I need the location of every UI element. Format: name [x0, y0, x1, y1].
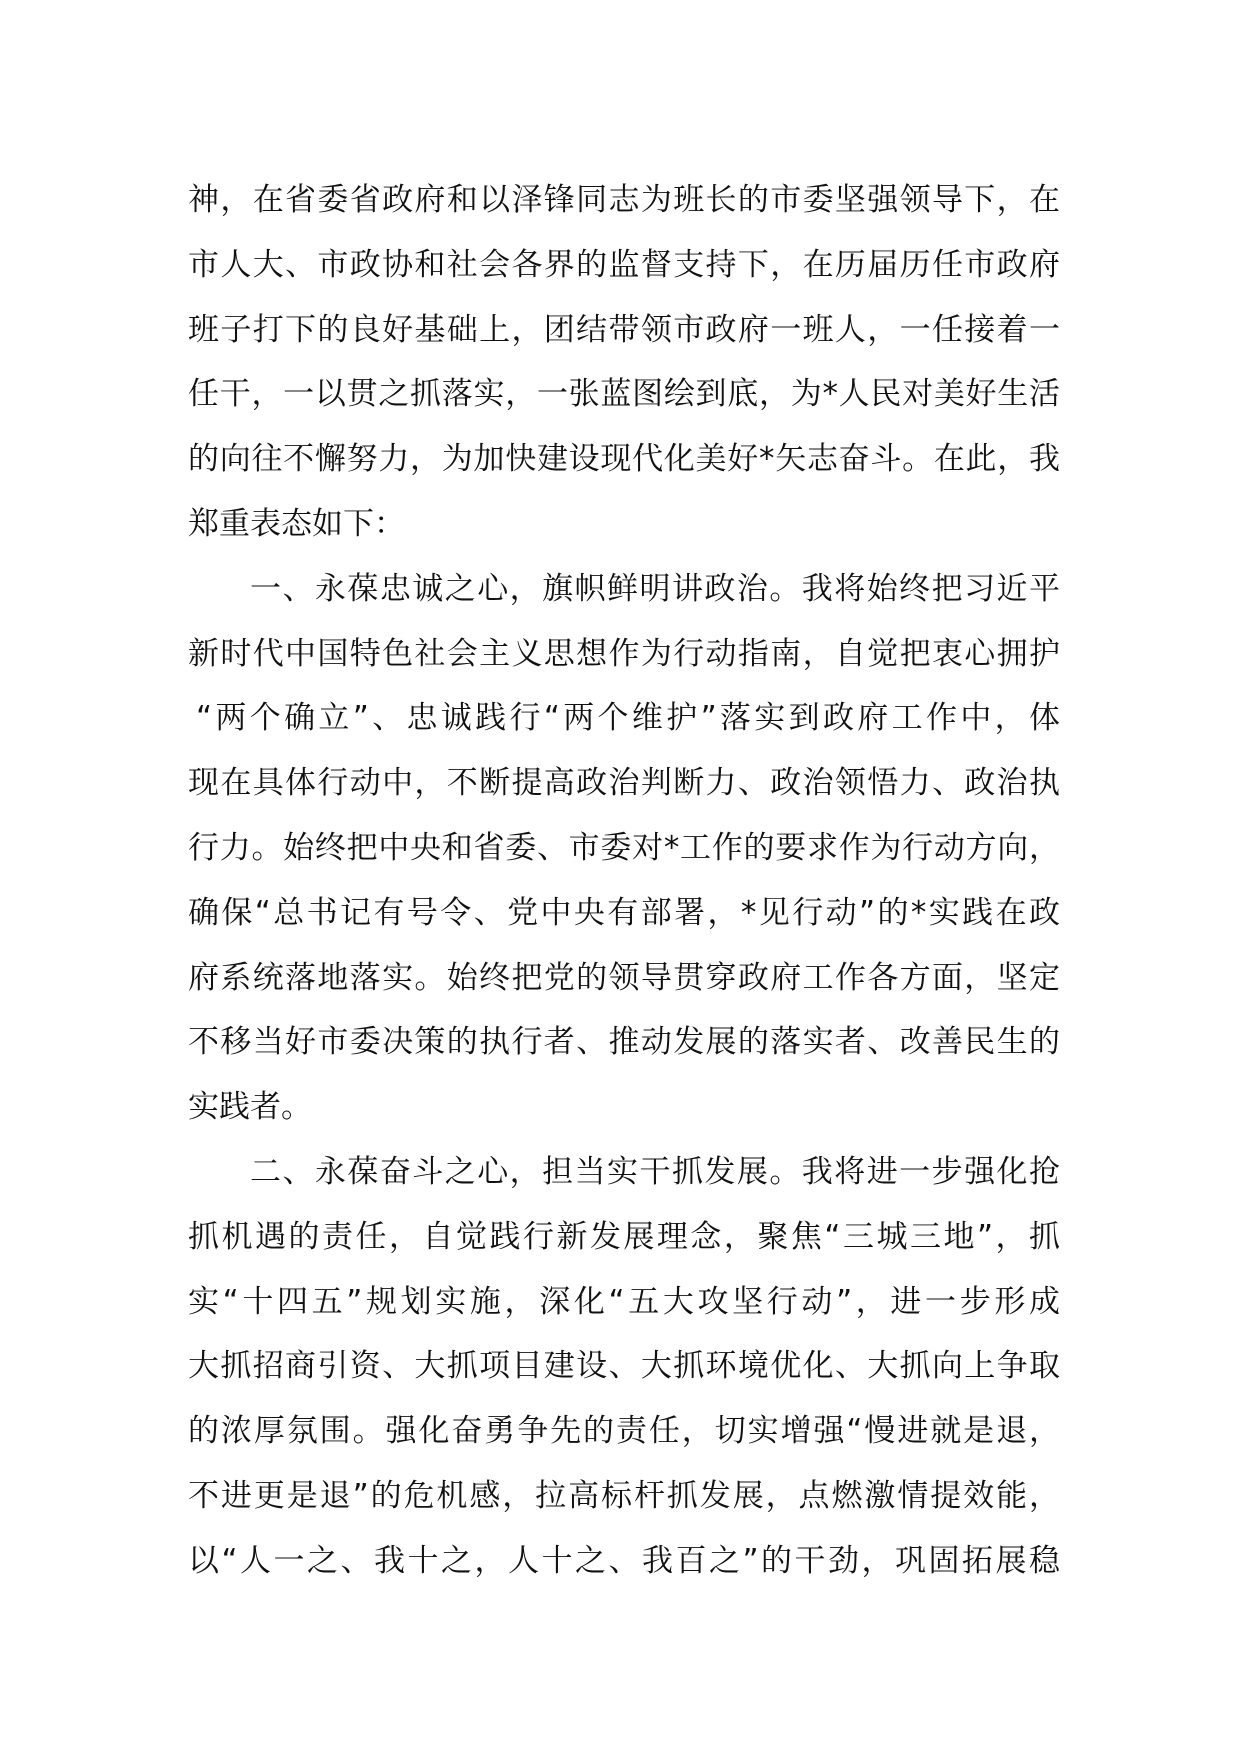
text-line: 抓机遇的责任，自觉践行新发展理念，聚焦“三城三地”，抓: [188, 1218, 1060, 1255]
text-line: 新时代中国特色社会主义思想作为行动指南，自觉把衷心拥护: [188, 635, 1060, 672]
text-line: 府系统落地落实。始终把党的领导贯穿政府工作各方面，坚定: [188, 959, 1060, 996]
text-line: “两个确立”、忠诚践行“两个维护”落实到政府工作中，体: [196, 700, 1060, 737]
text-line: 郑重表态如下：: [188, 505, 405, 542]
text-line: 任干，一以贯之抓落实，一张蓝图绘到底，为*人民对美好生活: [188, 376, 1060, 413]
text-line: 的向往不懈努力，为加快建设现代化美好*矢志奋斗。在此，我: [188, 441, 1060, 478]
text-line: 大抓招商引资、大抓项目建设、大抓环境优化、大抓向上争取: [188, 1348, 1060, 1385]
document-body: [188, 168, 1060, 1594]
text-line: 实践者。: [188, 1089, 312, 1126]
text-line: 不移当好市委决策的执行者、推动发展的落实者、改善民生的: [188, 1024, 1060, 1061]
text-line: 实“十四五”规划实施，深化“五大攻坚行动”，进一步形成: [188, 1283, 1060, 1320]
paragraph-heading-line: 二、永葆奋斗之心，担当实干抓发展。我将进一步强化抢: [250, 1153, 1060, 1190]
text-line: 的浓厚氛围。强化奋勇争先的责任，切实增强“慢进就是退，: [188, 1413, 1060, 1450]
text-line: 行力。始终把中央和省委、市委对*工作的要求作为行动方向，: [188, 829, 1060, 866]
text-line: 神，在省委省政府和以泽锋同志为班长的市委坚强领导下，在: [188, 182, 1060, 218]
text-line: 确保“总书记有号令、党中央有部署，*见行动”的*实践在政: [188, 894, 1060, 931]
text-line: 现在具体行动中，不断提高政治判断力、政治领悟力、政治执: [188, 765, 1060, 802]
text-line: 不进更是退”的危机感，拉高标杆抓发展，点燃激情提效能，: [188, 1477, 1060, 1514]
paragraph-heading-line: 一、永葆忠诚之心，旗帜鲜明讲政治。我将始终把习近平: [250, 570, 1060, 607]
text-line: 市人大、市政协和社会各界的监督支持下，在历届历任市政府: [188, 246, 1060, 283]
text-line: 以“人一之、我十之，人十之、我百之”的干劲，巩固拓展稳: [188, 1542, 1060, 1579]
text-line: 班子打下的良好基础上，团结带领市政府一班人，一任接着一: [188, 311, 1060, 348]
